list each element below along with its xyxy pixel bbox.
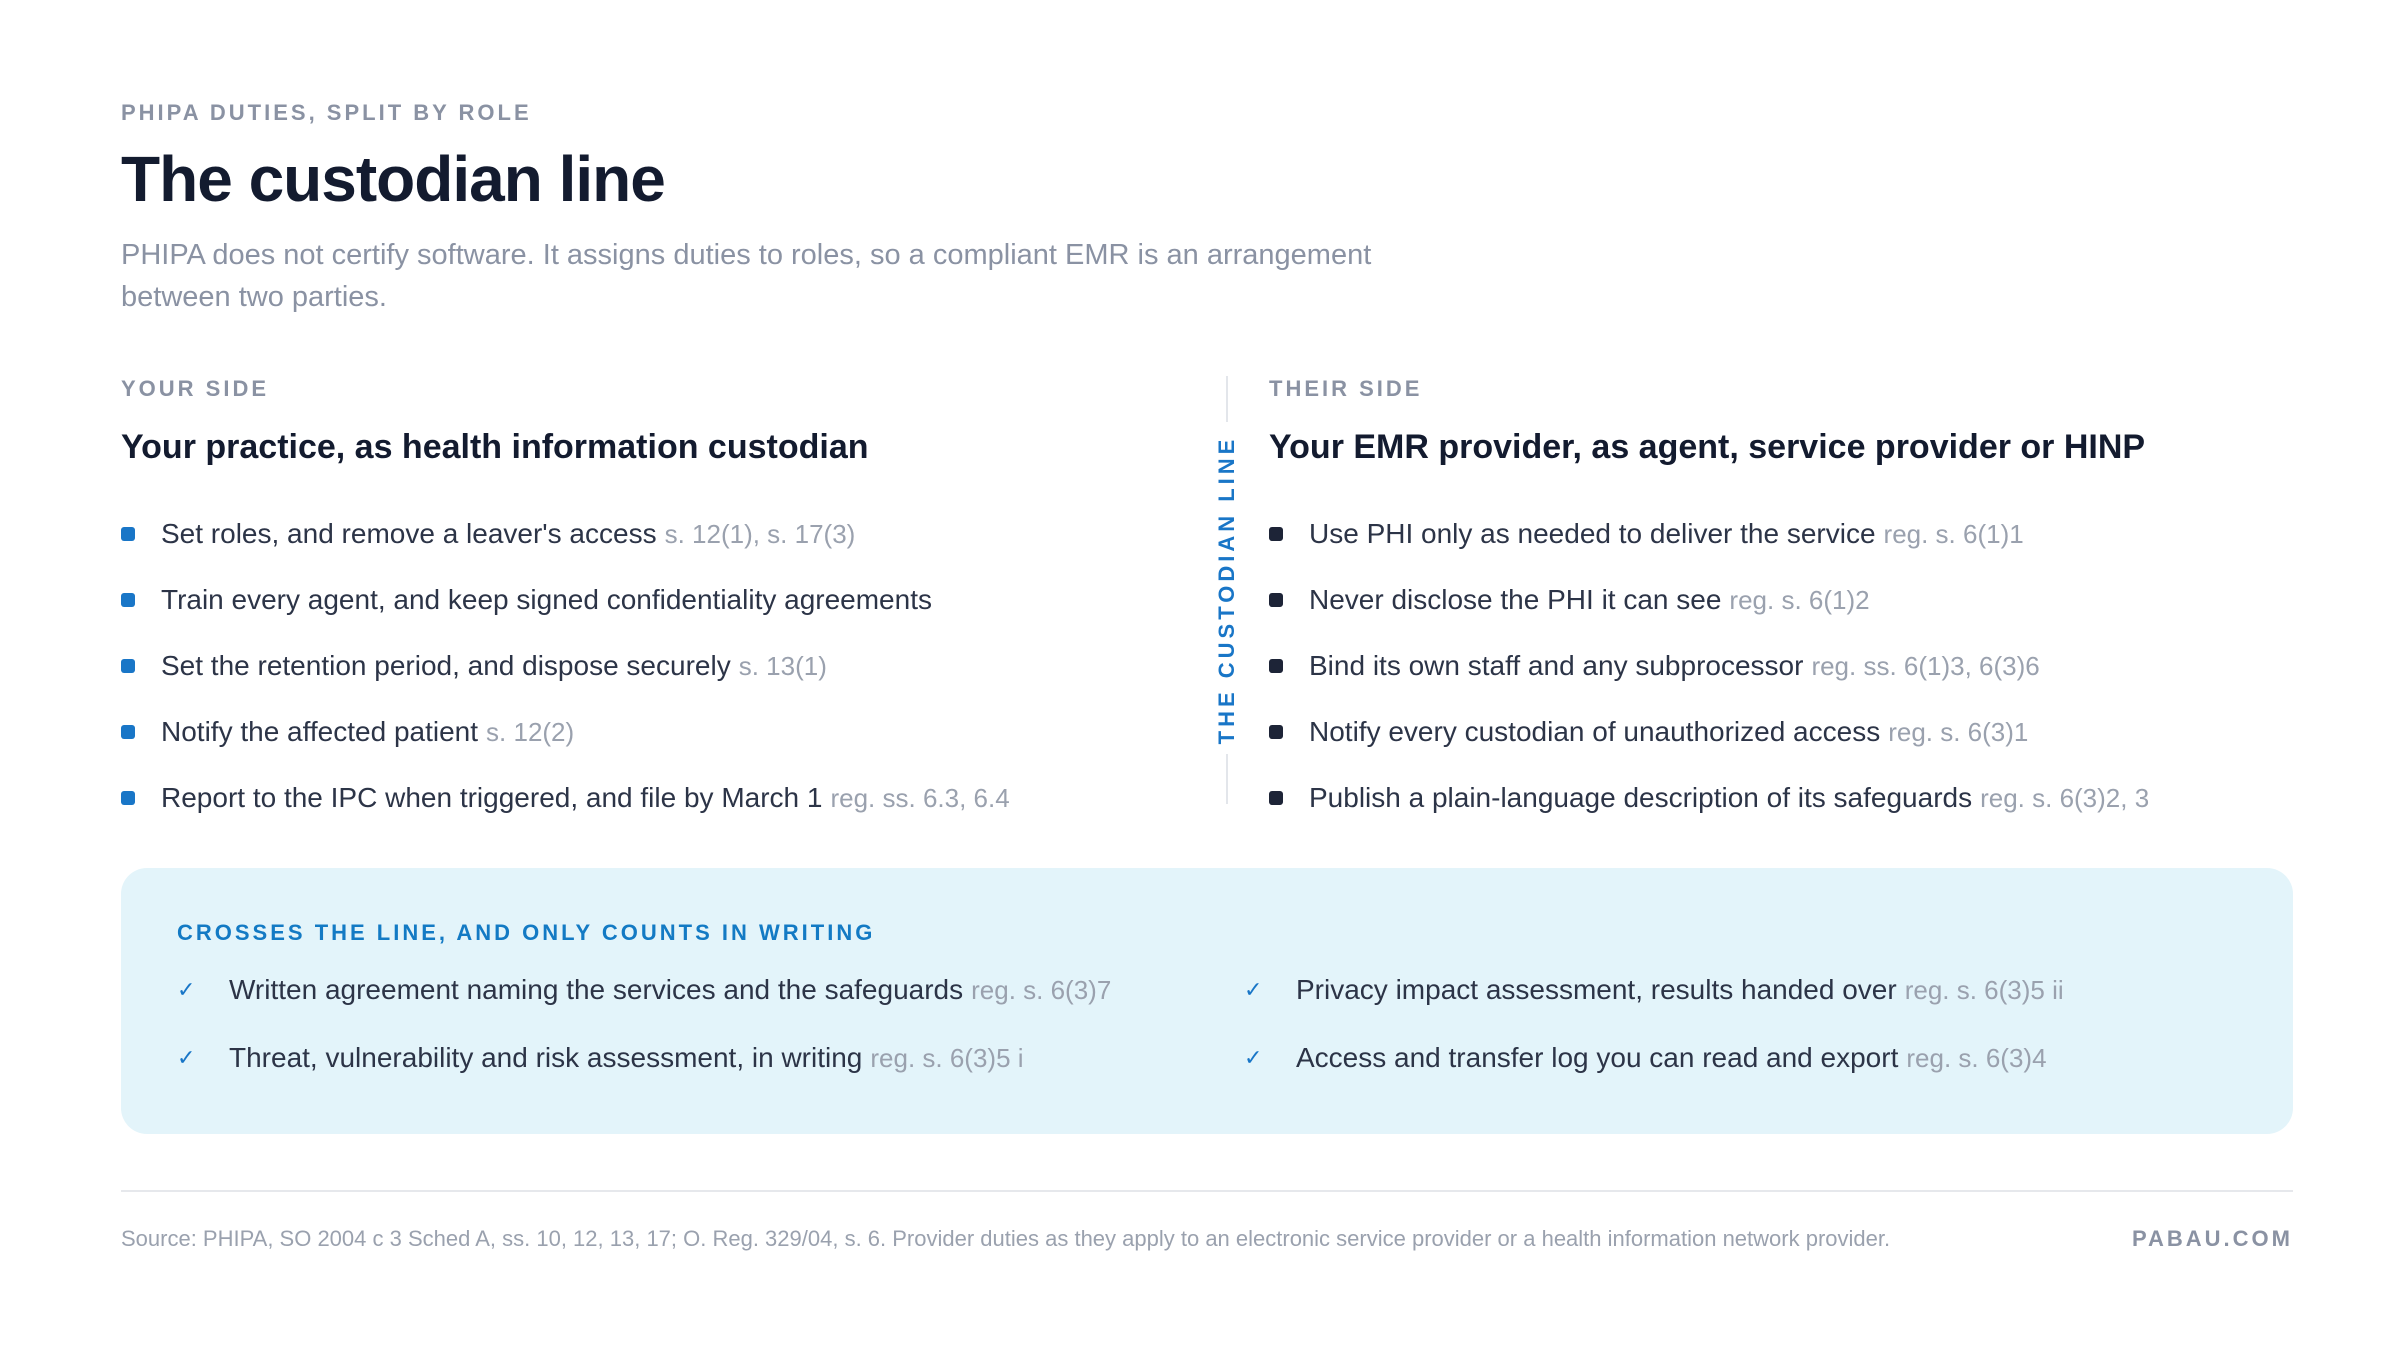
divider-line-bottom [1226,754,1228,804]
check-icon: ✓ [1244,977,1263,1002]
their-side-column [1269,376,2293,831]
their-side-duty [1269,633,2293,699]
page-subtitle: PHIPA does not certify software. It assigns duties to roles, so a compliant EMR is an arrangement between two parties. [121,239,1372,313]
duty-text: Notify every custodian of unauthorized access [1309,716,1881,747]
written-requirement-item [1244,968,2064,1012]
square-bullet-icon [1269,659,1283,673]
square-bullet-icon [121,527,135,541]
duty-reference: reg. s. 6(1)1 [1883,518,2024,549]
your-side-duty [121,765,1171,831]
duty-reference: reg. ss. 6(1)3, 6(3)6 [1811,650,2040,681]
crosses-the-line-title: CROSSES THE LINE, AND ONLY COUNTS IN WRITING [177,920,876,945]
duty-text: Report to the IPC when triggered, and file by March 1 [161,782,823,813]
duty-reference: reg. s. 6(1)2 [1729,584,1870,615]
their-side-duty [1269,699,2293,765]
written-requirement-item [1244,1036,2047,1080]
their-side-duty-list [1269,501,2293,831]
square-bullet-icon [1269,725,1283,739]
square-bullet-icon [121,791,135,805]
your-side-duty [121,567,1171,633]
square-bullet-icon [1269,527,1283,541]
duty-text: Publish a plain-language description of its safeguards [1309,782,1973,813]
check-icon: ✓ [177,977,196,1002]
your-side-duty [121,501,1171,567]
requirement-reference: reg. s. 6(3)5 ii [1904,974,2064,1005]
requirement-reference: reg. s. 6(3)4 [1906,1042,2047,1073]
written-requirement-item [177,968,1111,1012]
your-side-label: YOUR SIDE [121,376,270,401]
square-bullet-icon [1269,791,1283,805]
requirement-reference: reg. s. 6(3)5 i [870,1042,1024,1073]
duty-reference: s. 12(1), s. 17(3) [664,518,856,549]
duty-text: Notify the affected patient [161,716,479,747]
duty-text: Set the retention period, and dispose securely [161,650,731,681]
duty-reference: reg. ss. 6.3, 6.4 [830,782,1010,813]
requirement-text: Threat, vulnerability and risk assessment, in writing [229,1042,863,1073]
square-bullet-icon [121,659,135,673]
your-side-duty [121,633,1171,699]
your-side-duty-list [121,501,1171,831]
duty-text: Train every agent, and keep signed confidentiality agreements [161,584,932,615]
their-side-heading: Your EMR provider, as agent, service provider or HINP [1269,428,2146,466]
your-side-heading: Your practice, as health information custodian [121,428,869,466]
written-requirement-item [177,1036,1024,1080]
custodian-line-label: THE CUSTODIAN LINE [1214,435,1239,745]
brand-link[interactable]: PABAU.COM [2131,1226,2293,1251]
square-bullet-icon [121,593,135,607]
duty-reference: reg. s. 6(3)2, 3 [1980,782,2150,813]
their-side-duty [1269,567,2293,633]
requirement-reference: reg. s. 6(3)7 [971,974,1112,1005]
page [121,0,2293,1352]
their-side-label: THEIR SIDE [1269,376,1423,401]
divider-line-top [1226,376,1228,422]
your-side-duty [121,699,1171,765]
requirement-text: Privacy impact assessment, results handed over [1296,974,1897,1005]
footer-divider [121,1190,2293,1192]
their-side-duty [1269,501,2293,567]
duty-reference: s. 12(2) [486,716,575,747]
check-icon: ✓ [1244,1045,1263,1070]
duty-text: Never disclose the PHI it can see [1309,584,1722,615]
check-icon: ✓ [177,1045,196,1070]
custodian-line-divider [1207,376,1247,804]
requirement-text: Written agreement naming the services and the safeguards [229,974,964,1005]
duty-text: Set roles, and remove a leaver's access [161,518,657,549]
page-title: The custodian line [121,143,665,215]
duty-reference: s. 13(1) [738,650,827,681]
your-side-column [121,376,1171,831]
duty-text: Bind its own staff and any subprocessor [1309,650,1804,681]
their-side-duty [1269,765,2293,831]
crosses-the-line-panel [121,868,2293,1134]
requirement-text: Access and transfer log you can read and export [1296,1042,1899,1073]
duty-reference: reg. s. 6(3)1 [1888,716,2029,747]
footer-source-note: Source: PHIPA, SO 2004 c 3 Sched A, ss. 10, 12, 13, 17; O. Reg. 329/04, s. 6. Provider duties as they apply to an electronic service provider or a health information network provider. [121,1226,1891,1251]
duty-text: Use PHI only as needed to deliver the service [1309,518,1876,549]
square-bullet-icon [1269,593,1283,607]
square-bullet-icon [121,725,135,739]
page-eyebrow: PHIPA DUTIES, SPLIT BY ROLE [121,100,532,125]
